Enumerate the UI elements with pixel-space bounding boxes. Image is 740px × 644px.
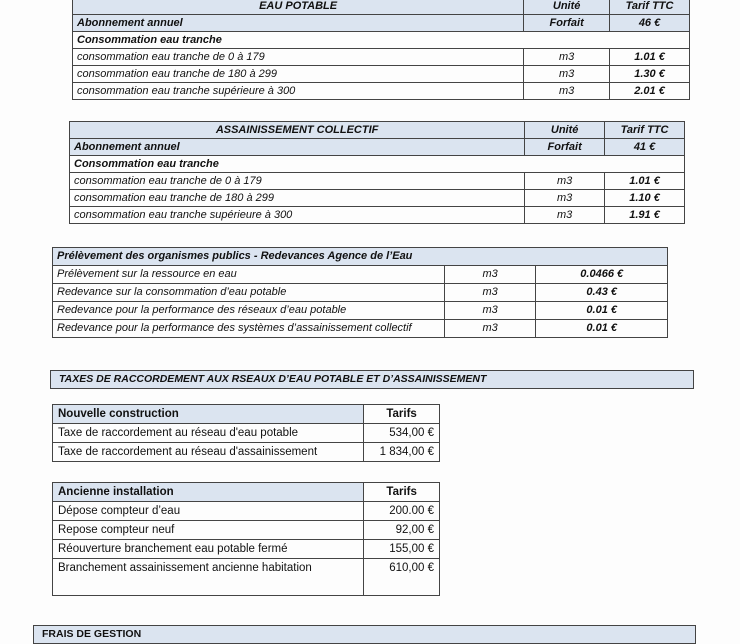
- table-row: [53, 284, 668, 302]
- table-row: [53, 266, 668, 284]
- row-label: Redevance pour la performance des systèmes d’assainissement collectif: [53, 320, 445, 338]
- section-row: [73, 32, 690, 49]
- ancienne-header-row: [53, 483, 440, 502]
- row-unit: m3: [524, 83, 610, 100]
- row-label: consommation eau tranche de 180 à 299: [70, 190, 525, 207]
- row-unit: m3: [525, 207, 605, 224]
- row-unit: m3: [444, 266, 536, 284]
- row-label: Prélèvement sur la ressource en eau: [53, 266, 445, 284]
- row-unit: m3: [524, 49, 610, 66]
- eau-potable-title: EAU POTABLE: [73, 0, 524, 15]
- row-tarif: 1.30 €: [610, 66, 690, 83]
- section-label: Consommation eau tranche: [73, 32, 690, 49]
- row-label: Taxe de raccordement au réseau d'eau potable: [53, 424, 364, 443]
- row-unit: m3: [444, 302, 536, 320]
- table-row: [53, 521, 440, 540]
- prelevement-header-row: [53, 248, 668, 266]
- row-label: Repose compteur neuf: [53, 521, 364, 540]
- row-label: Dépose compteur d’eau: [53, 502, 364, 521]
- abonnement-label: Abonnement annuel: [70, 139, 525, 156]
- unit-header: Unité: [525, 122, 605, 139]
- abonnement-row: [73, 15, 690, 32]
- row-tarif: 92,00 €: [364, 521, 440, 540]
- frais-banner: FRAIS DE GESTION: [33, 625, 696, 644]
- row-unit: m3: [524, 66, 610, 83]
- row-tarif: 155,00 €: [364, 540, 440, 559]
- row-tarif: 1.10 €: [605, 190, 685, 207]
- row-label: Réouverture branchement eau potable fermé: [53, 540, 364, 559]
- row-label: consommation eau tranche supérieure à 300: [73, 83, 524, 100]
- row-tarif: 200.00 €: [364, 502, 440, 521]
- table-row: [53, 502, 440, 521]
- row-tarif: 1 834,00 €: [364, 443, 440, 462]
- row-unit: m3: [525, 190, 605, 207]
- tarif-header: Tarif TTC: [605, 122, 685, 139]
- table-row: [53, 540, 440, 559]
- eau-potable-table: [72, 0, 690, 100]
- row-tarif: 0.01 €: [536, 302, 668, 320]
- abonnement-row: [70, 139, 685, 156]
- ancienne-installation-table: [52, 482, 440, 596]
- abonnement-unit: Forfait: [525, 139, 605, 156]
- row-tarif: 2.01 €: [610, 83, 690, 100]
- assainissement-title: ASSAINISSEMENT COLLECTIF: [70, 122, 525, 139]
- row-label: Redevance sur la consommation d’eau potable: [53, 284, 445, 302]
- taxes-banner: TAXES DE RACCORDEMENT AUX RSEAUX D’EAU POTABLE ET D’ASSAINISSEMENT: [50, 370, 694, 389]
- table-row: [53, 424, 440, 443]
- table-row: [70, 190, 685, 207]
- row-tarif: 610,00 €: [364, 559, 440, 596]
- row-label: Branchement assainissement ancienne habitation: [53, 559, 364, 596]
- table-row: [73, 66, 690, 83]
- table-row: [53, 443, 440, 462]
- row-tarif: 1.01 €: [605, 173, 685, 190]
- nouvelle-construction-table: [52, 404, 440, 462]
- row-unit: m3: [444, 320, 536, 338]
- table-row: [73, 49, 690, 66]
- table-row: [53, 320, 668, 338]
- row-tarif: 0.43 €: [536, 284, 668, 302]
- abonnement-tarif: 46 €: [610, 15, 690, 32]
- row-tarif: 0.01 €: [536, 320, 668, 338]
- tarifs-header: Tarifs: [364, 483, 440, 502]
- row-tarif: 1.91 €: [605, 207, 685, 224]
- row-label: consommation eau tranche de 180 à 299: [73, 66, 524, 83]
- nouvelle-title: Nouvelle construction: [53, 405, 364, 424]
- row-label: consommation eau tranche supérieure à 300: [70, 207, 525, 224]
- prelevement-table: [52, 247, 668, 338]
- row-tarif: 0.0466 €: [536, 266, 668, 284]
- row-tarif: 534,00 €: [364, 424, 440, 443]
- row-label: consommation eau tranche de 0 à 179: [73, 49, 524, 66]
- nouvelle-header-row: [53, 405, 440, 424]
- eau-potable-header-row: [73, 0, 690, 15]
- row-unit: m3: [444, 284, 536, 302]
- row-label: consommation eau tranche de 0 à 179: [70, 173, 525, 190]
- row-label: Taxe de raccordement au réseau d'assainissement: [53, 443, 364, 462]
- row-label: Redevance pour la performance des réseaux d’eau potable: [53, 302, 445, 320]
- section-label: Consommation eau tranche: [70, 156, 685, 173]
- ancienne-title: Ancienne installation: [53, 483, 364, 502]
- table-row: [53, 302, 668, 320]
- row-tarif: 1.01 €: [610, 49, 690, 66]
- table-row: [73, 83, 690, 100]
- unit-header: Unité: [524, 0, 610, 15]
- prelevement-title: Prélèvement des organismes publics - Redevances Agence de l’Eau: [53, 248, 668, 266]
- abonnement-tarif: 41 €: [605, 139, 685, 156]
- abonnement-label: Abonnement annuel: [73, 15, 524, 32]
- assainissement-header-row: [70, 122, 685, 139]
- tarif-header: Tarif TTC: [610, 0, 690, 15]
- abonnement-unit: Forfait: [524, 15, 610, 32]
- table-row: [70, 207, 685, 224]
- section-row: [70, 156, 685, 173]
- assainissement-table: [69, 121, 685, 224]
- table-row: [53, 559, 440, 596]
- tarifs-header: Tarifs: [364, 405, 440, 424]
- table-row: [70, 173, 685, 190]
- row-unit: m3: [525, 173, 605, 190]
